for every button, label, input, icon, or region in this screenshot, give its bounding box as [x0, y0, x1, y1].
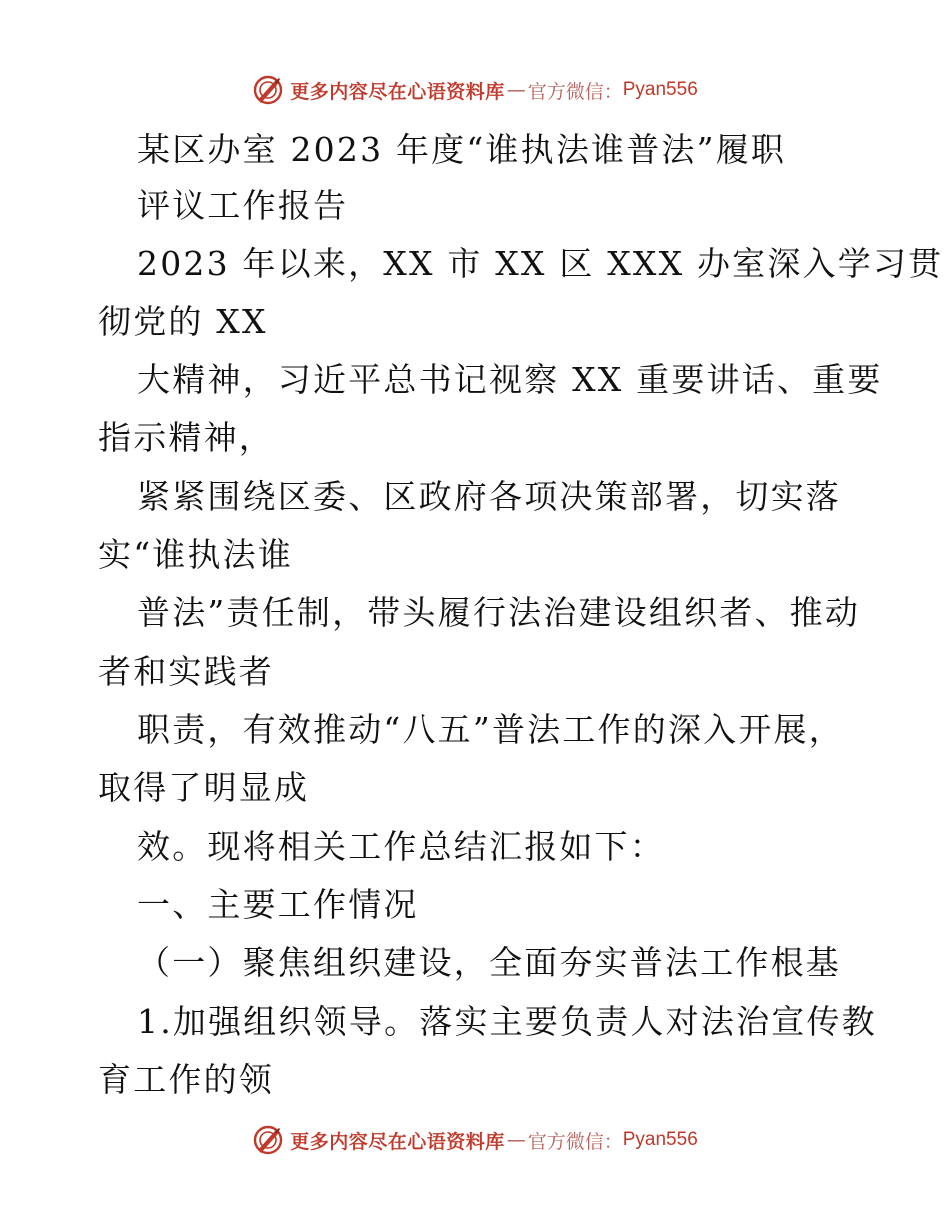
paragraph-line: 紧紧围绕区委、区政府各项决策部署，切实落	[137, 477, 841, 516]
section-heading: 一、主要工作情况	[137, 885, 419, 924]
paragraph-line: 1.加强组织领导。落实主要负责人对法治宣传教	[137, 1002, 877, 1041]
footer-banner	[0, 1118, 950, 1162]
logo-icon	[252, 1124, 284, 1156]
paragraph-line: 职责，有效推动“八五”普法工作的深入开展，	[137, 710, 844, 749]
paragraph-line: 实“谁执法谁	[98, 535, 294, 574]
doc-title-line-1: 某区办室 2023 年度“谁执法谁普法”履职	[137, 130, 787, 169]
paragraph-line: 彻党的 XX	[98, 302, 268, 341]
wechat-id: Pyan556	[622, 79, 698, 100]
doc-title-line-2: 评议工作报告	[137, 186, 349, 225]
paragraph-line: 取得了明显成	[98, 768, 310, 807]
paragraph-line: 普法”责任制，带头履行法治建设组织者、推动	[137, 593, 861, 632]
logo-icon	[252, 74, 284, 106]
paragraph-line: 大精神，习近平总书记视察 XX 重要讲话、重要	[137, 360, 883, 399]
wechat-label: 官方微信：	[527, 1130, 623, 1153]
wechat-id: Pyan556	[622, 1129, 698, 1150]
banner-dash: —	[506, 79, 526, 101]
paragraph-line: 育工作的领	[98, 1060, 274, 1099]
site-name: 更多内容尽在心语资料库	[290, 1130, 505, 1153]
subsection-heading: （一）聚焦组织建设，全面夯实普法工作根基	[137, 943, 841, 982]
site-name: 更多内容尽在心语资料库	[290, 80, 505, 103]
paragraph-line: 效。现将相关工作总结汇报如下：	[137, 827, 665, 866]
banner-dash: —	[506, 1129, 526, 1151]
wechat-label: 官方微信：	[527, 80, 623, 103]
paragraph-line: 2023 年以来，XX 市 XX 区 XXX 办室深入学习贯	[137, 244, 944, 283]
paragraph-line: 者和实践者	[98, 652, 274, 691]
paragraph-line: 指示精神，	[98, 418, 274, 457]
header-banner	[0, 68, 950, 112]
